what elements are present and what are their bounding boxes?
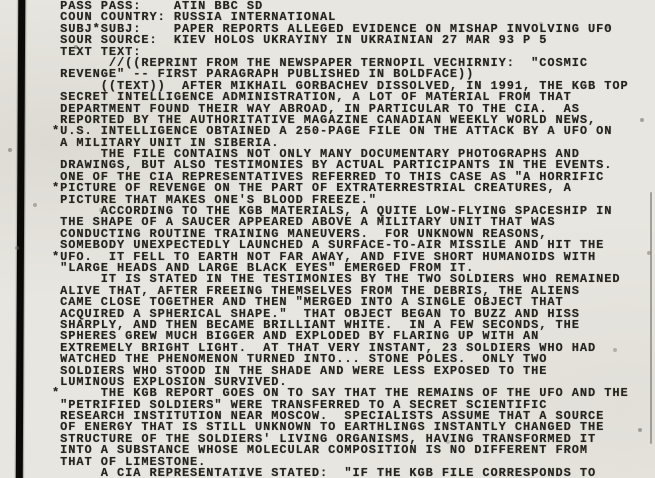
- text-line: SOMEBODY UNEXPECTEDLY LAUNCHED A SURFACE-TO-AIR MISSILE AND HIT THE: [52, 238, 605, 253]
- text-line: IT IS STATED IN THE TESTIMONIES BY THE TWO SOLDIERS WHO REMAINED: [52, 272, 621, 287]
- text-line: REVENGE" -- FIRST PARAGRAPH PUBLISHED IN BOLDFACE)): [52, 67, 475, 82]
- text-line: SECRET INTELLIGENCE ADMINISTRATION, A LOT OF MATERIAL FROM THAT: [52, 90, 572, 105]
- text-line: A CIA REPRESENTATIVE STATED: "IF THE KGB FILE CORRESPONDS TO: [52, 466, 597, 478]
- text-line: OF ENERGY THAT IS STILL UNKNOWN TO EARTHLINGS INSTANTLY CHANGED THE: [52, 420, 605, 435]
- text-line: SPHERES GREW MUCH BIGGER AND EXPLODED BY FLARING UP WITH AN: [52, 329, 540, 344]
- text-line: "PETRIFIED SOLDIERS" WERE TRANSFERRED TO A SECRET SCIENTIFIC: [52, 397, 548, 412]
- text-line: *U.S. INTELLIGENCE OBTAINED A 250-PAGE FILE ON THE ATTACK BY A UFO ON: [52, 124, 613, 139]
- text-line: A MILITARY UNIT IN SIBERIA.: [52, 135, 280, 150]
- text-line: ONE OF THE CIA REPRESENTATIVES REFERRED TO THIS CASE AS "A HORRIFIC: [52, 169, 605, 184]
- text-line: DRAWINGS, BUT ALSO TESTIMONIES BY ACTUAL PARTICIPANTS IN THE EVENTS.: [52, 158, 613, 173]
- text-line: THE SHAPE OF A SAUCER APPEARED ABOVE A MILITARY UNIT THAT WAS: [52, 215, 556, 230]
- text-line: * THE KGB REPORT GOES ON TO SAY THAT THE REMAINS OF THE UFO AND THE: [52, 386, 629, 401]
- text-line: INTO A SUBSTANCE WHOSE MOLECULAR COMPOSITION IS NO DIFFERENT FROM: [52, 443, 588, 458]
- text-line: ACQUIRED A SPHERICAL SHAPE." THAT OBJECT BEGAN TO BUZZ AND HISS: [52, 306, 580, 321]
- text-line: DEPARTMENT FOUND THEIR WAY ABROAD, IN PARTICULAR TO THE CIA. AS: [52, 101, 580, 116]
- text-line: REPORTED BY THE AUTHORITATIVE MAGAZINE CANADIAN WEEKLY WORLD NEWS,: [52, 112, 597, 127]
- text-line: SOLDIERS WHO STOOD IN THE SHADE AND WERE LESS EXPOSED TO THE: [52, 363, 548, 378]
- text-line: ALIVE THAT, AFTER FREEING THEMSELVES FROM THE DEBRIS, THE ALIENS: [52, 283, 580, 298]
- header-field-line: SOUR SOURCE: KIEV HOLOS UKRAYINY IN UKRAINIAN 27 MAR 93 P 5: [52, 33, 548, 48]
- text-line: *UFO. IT FELL TO EARTH NOT FAR AWAY, AND FIVE SHORT HUMANOIDS WITH: [52, 249, 597, 264]
- scan-edge-artifact: [16, 0, 26, 478]
- text-line: ACCORDING TO THE KGB MATERIALS, A QUITE LOW-FLYING SPACESHIP IN: [52, 204, 613, 219]
- document-text: [52, 1, 629, 478]
- header-field-line: PASS PASS: ATIN BBC SD: [52, 0, 264, 13]
- photocopy-noise-specks: [0, 0, 2, 2]
- header-field-line: TEXT TEXT:: [52, 44, 174, 59]
- text-line: *PICTURE OF REVENGE ON THE PART OF EXTRATERRESTRIAL CREATURES, A: [52, 181, 572, 196]
- text-line: RESEARCH INSTITUTION NEAR MOSCOW. SPECIALISTS ASSUME THAT A SOURCE: [52, 409, 605, 424]
- text-line: THE FILE CONTAINS NOT ONLY MANY DOCUMENTARY PHOTOGRAPHS AND: [52, 147, 580, 162]
- text-line: CONDUCTING ROUTINE TRAINING MANEUVERS. FOR UNKNOWN REASONS,: [52, 226, 548, 241]
- text-line: "LARGE HEADS AND LARGE BLACK EYES" EMERGED FROM IT.: [52, 260, 475, 275]
- text-line: STRUCTURE OF THE SOLDIERS' LIVING ORGANISMS, HAVING TRANSFORMED IT: [52, 431, 597, 446]
- scan-right-edge-line: [650, 192, 652, 444]
- text-line: THAT OF LIMESTONE.: [52, 454, 207, 469]
- text-line: EXTREMELY BRIGHT LIGHT. AT THAT VERY INSTANT, 23 SOLDIERS WHO HAD: [52, 340, 597, 355]
- text-line: WATCHED THE PHENOMENON TURNED INTO... STONE POLES. ONLY TWO: [52, 352, 548, 367]
- text-line: ((TEXT)) AFTER MIKHAIL GORBACHEV DISSOLVED, IN 1991, THE KGB TOP: [52, 78, 629, 93]
- text-line: LUMINOUS EXPLOSION SURVIVED.: [52, 374, 288, 389]
- text-line: SHARPLY, AND THEN BECAME BRILLIANT WHITE. IN A FEW SECONDS, THE: [52, 317, 580, 332]
- header-field-line: SUBJ*SUBJ: PAPER REPORTS ALLEGED EVIDENCE ON MISHAP INVOLVING UFO: [52, 21, 613, 36]
- text-line: PICTURE THAT MAKES ONE'S BLOOD FREEZE.": [52, 192, 377, 207]
- header-field-line: COUN COUNTRY: RUSSIA INTERNATIONAL: [52, 10, 337, 25]
- text-line: CAME CLOSE TOGETHER AND THEN "MERGED INTO A SINGLE OBJECT THAT: [52, 295, 564, 310]
- text-line: //((REPRINT FROM THE NEWSPAPER TERNOPIL VECHIRNIY: "COSMIC: [52, 55, 588, 70]
